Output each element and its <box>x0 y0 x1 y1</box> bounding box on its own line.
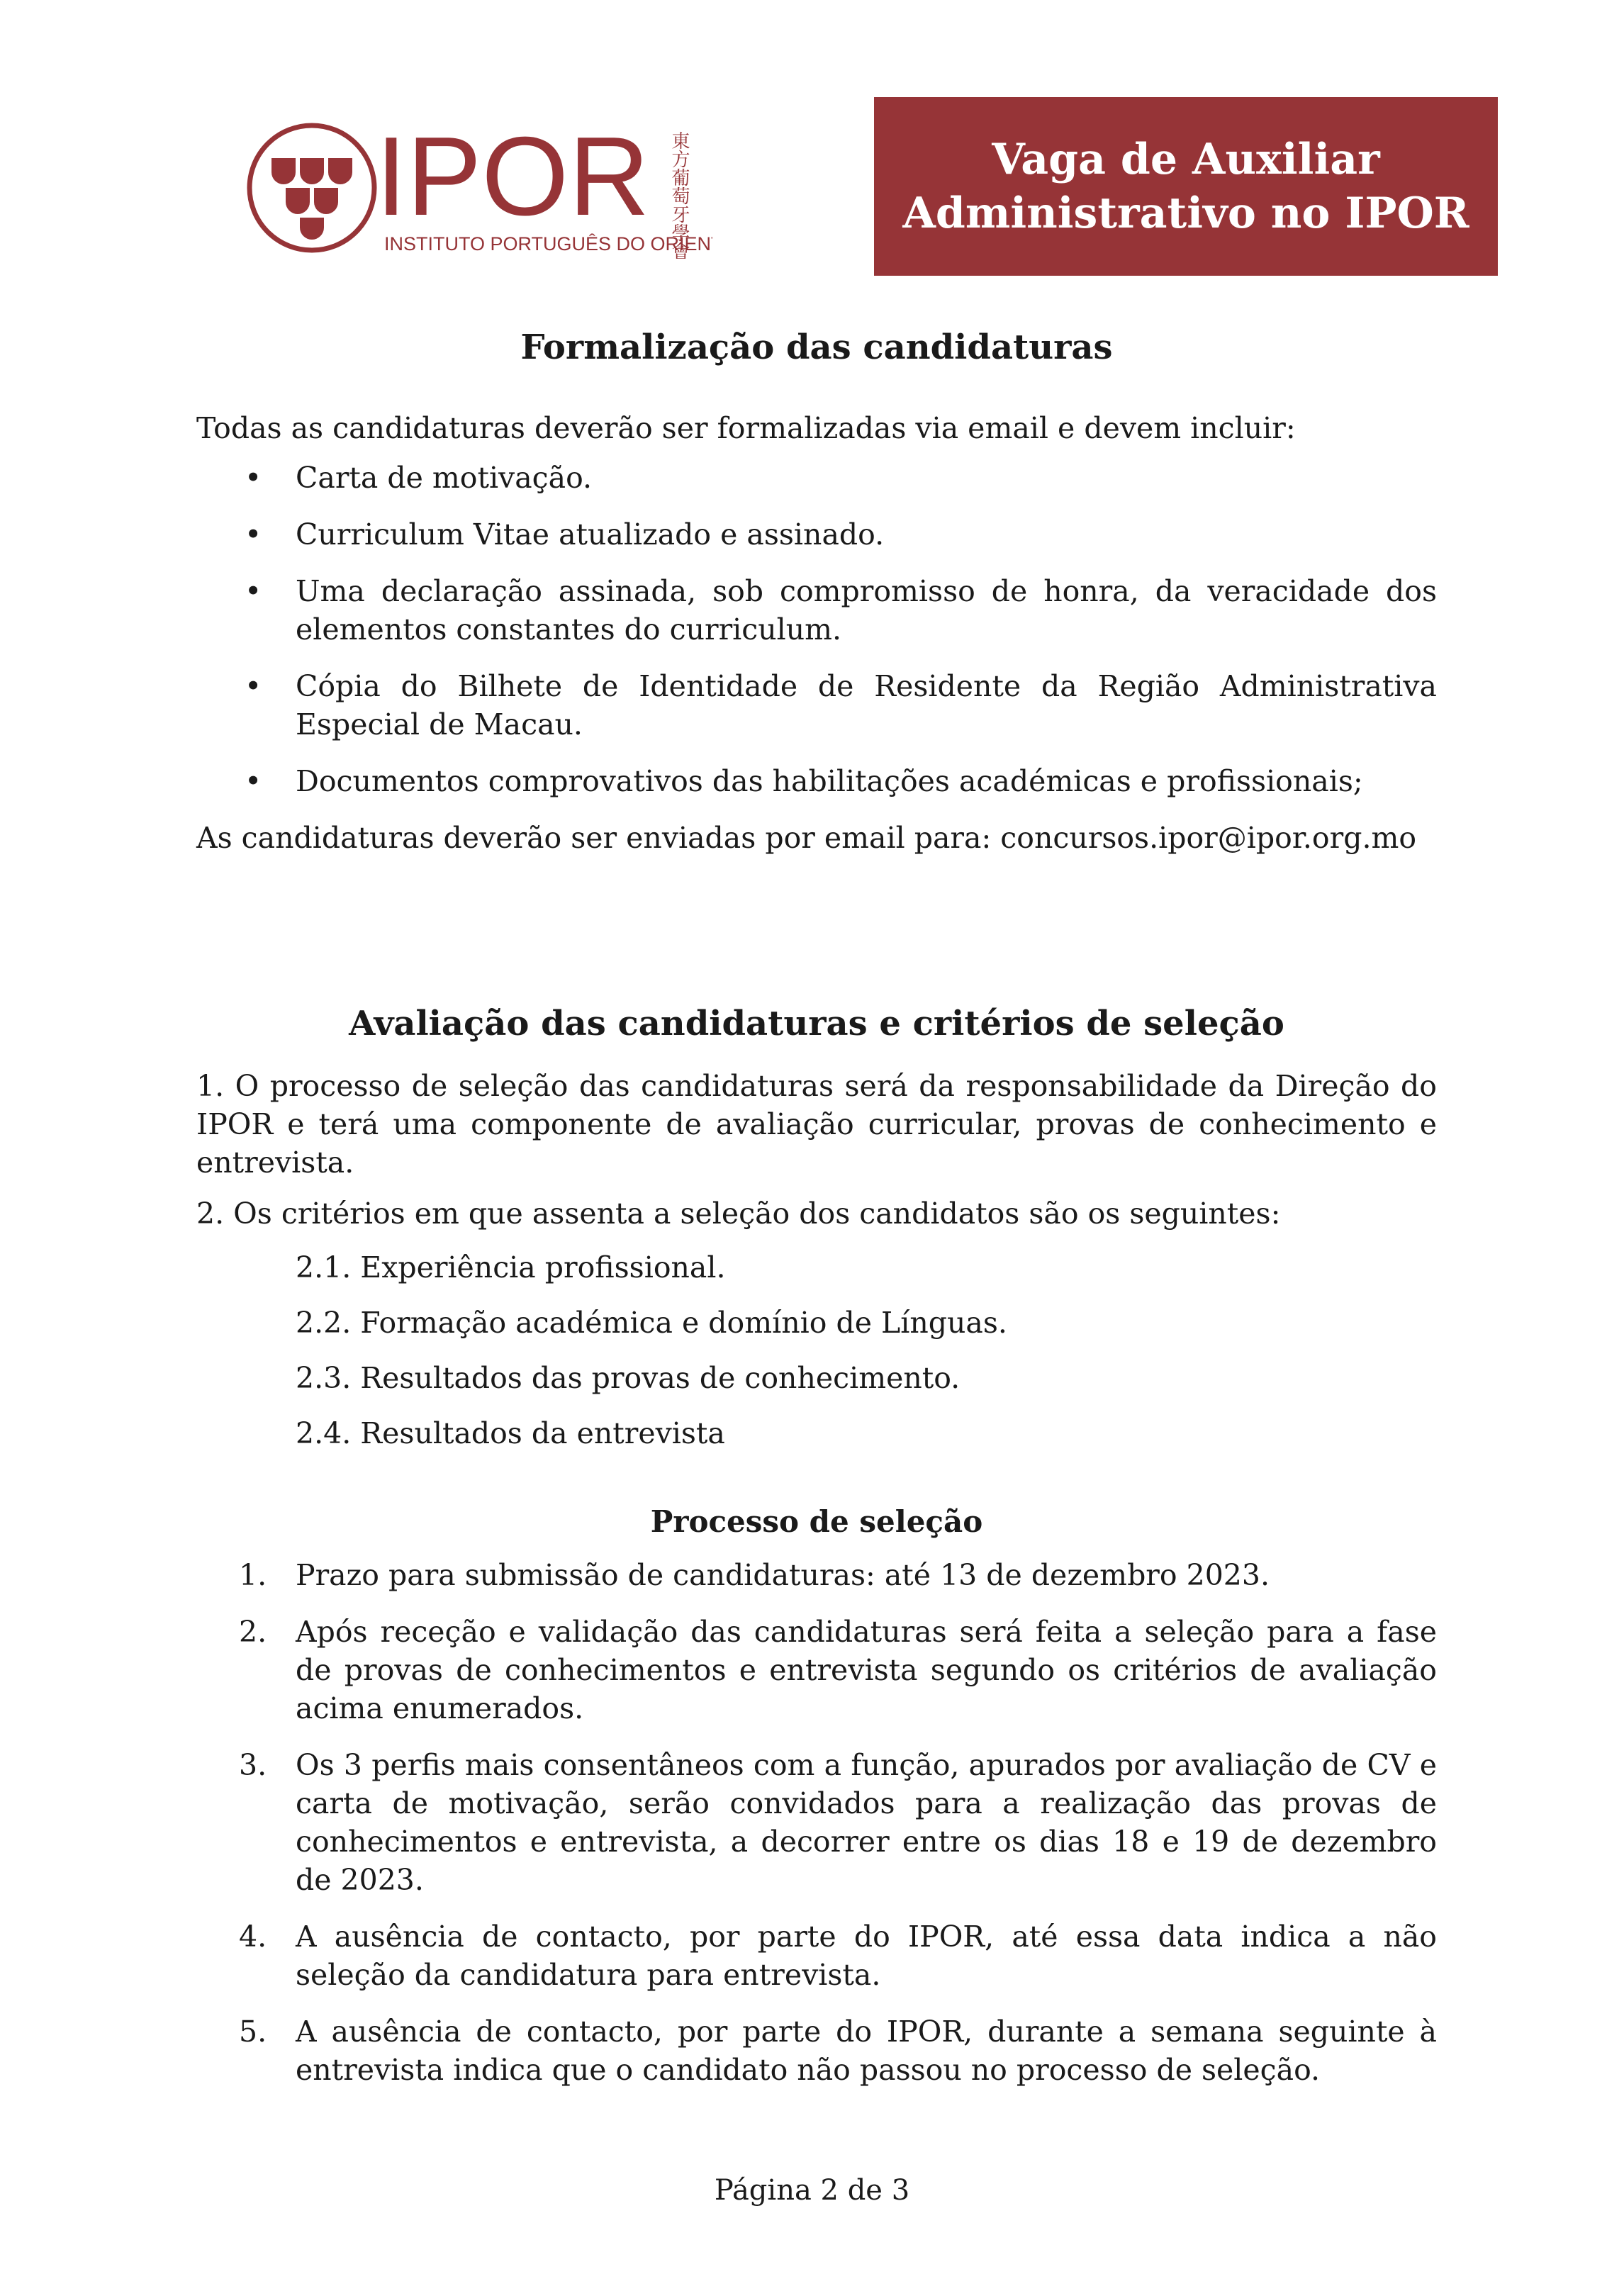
list-item-text: Prazo para submissão de candidaturas: até 13 de dezembro 2023. <box>296 1558 1270 1592</box>
list-item: • Cópia do Bilhete de Identidade de Residente da Região Administrativa Especial de Macau. <box>196 667 1437 744</box>
ipor-logo <box>245 117 712 259</box>
list-item: • Carta de motivação. <box>196 459 1437 497</box>
list-item-text: A ausência de contacto, por parte do IPOR, durante a semana seguinte à entrevista indica que o candidato não passou no processo de seleção. <box>296 2015 1437 2087</box>
list-item <box>196 1556 1437 1594</box>
title-line-2: Administrativo no IPOR <box>902 189 1469 238</box>
list-number: 5. <box>239 2015 267 2049</box>
criteria-item: 2.2. Formação académica e domínio de Línguas. <box>296 1306 1007 1340</box>
logo-subtitle: INSTITUTO PORTUGUÊS DO ORIENTE <box>384 233 712 254</box>
list-number: 1. <box>239 1558 267 1592</box>
list-number: 3. <box>239 1748 267 1782</box>
section-processo-heading: Processo de seleção <box>650 1504 983 1539</box>
document-body <box>196 323 1437 2089</box>
document-title-box <box>874 97 1498 276</box>
list-item-text: Os 3 perfis mais consentâneos com a função, apurados por avaliação de CV e carta de motivação, serão convidados para a realização das provas de conhecimentos e entrevista, a decorrer entre os dias 18 e 19 de dezembro de 2023. <box>296 1748 1437 1897</box>
list-item <box>196 1613 1437 1727</box>
page-number: Página 2 de 3 <box>714 2174 910 2207</box>
list-item: • Documentos comprovativos das habilitações académicas e profissionais; <box>196 762 1437 800</box>
selection-steps-list <box>196 1556 1437 2089</box>
criteria-item: 2.4. Resultados da entrevista <box>296 1416 725 1450</box>
submission-email-text: As candidaturas deverão ser enviadas por email para: concursos.ipor@ipor.org.mo <box>196 821 1417 855</box>
section-formalizacao-heading: Formalização das candidaturas <box>520 327 1113 367</box>
section-formalizacao-intro: Todas as candidaturas deverão ser formalizadas via email e devem incluir: <box>196 411 1296 445</box>
logo-chinese-name: 東方葡萄牙學會 <box>668 131 690 259</box>
list-item <box>196 1917 1437 1994</box>
criteria-item: 2.1. Experiência profissional. <box>296 1250 726 1284</box>
list-item <box>196 2012 1437 2089</box>
logo-wordmark: IPOR <box>376 117 650 239</box>
required-documents-list <box>196 459 1437 800</box>
list-item-text: Após receção e validação das candidaturas será feita a seleção para a fase de provas de conhecimentos e entrevista segundo os critérios de avaliação acima enumerados. <box>296 1615 1437 1725</box>
selection-process-paragraph: 1. O processo de seleção das candidaturas será da responsabilidade da Direção do IPOR e terá uma componente de avaliação curricular, provas de conhecimento e entrevista. <box>196 1069 1437 1180</box>
list-item: • Curriculum Vitae atualizado e assinado. <box>196 515 1437 554</box>
criteria-item: 2.3. Resultados das provas de conhecimento. <box>296 1361 961 1395</box>
selection-criteria-intro: 2. Os critérios em que assenta a seleção dos candidatos são os seguintes: <box>196 1197 1281 1231</box>
list-item: • Uma declaração assinada, sob compromisso de honra, da veracidade dos elementos constantes do curriculum. <box>196 572 1437 649</box>
list-number: 2. <box>239 1615 267 1649</box>
ipor-emblem-icon <box>245 117 712 259</box>
section-avaliacao-heading: Avaliação das candidaturas e critérios de seleção <box>349 1004 1284 1043</box>
list-number: 4. <box>239 1920 267 1954</box>
list-item-text: A ausência de contacto, por parte do IPOR, até essa data indica a não seleção da candidatura para entrevista. <box>296 1920 1437 1992</box>
list-item <box>196 1746 1437 1899</box>
title-line-1: Vaga de Auxiliar <box>992 135 1380 184</box>
